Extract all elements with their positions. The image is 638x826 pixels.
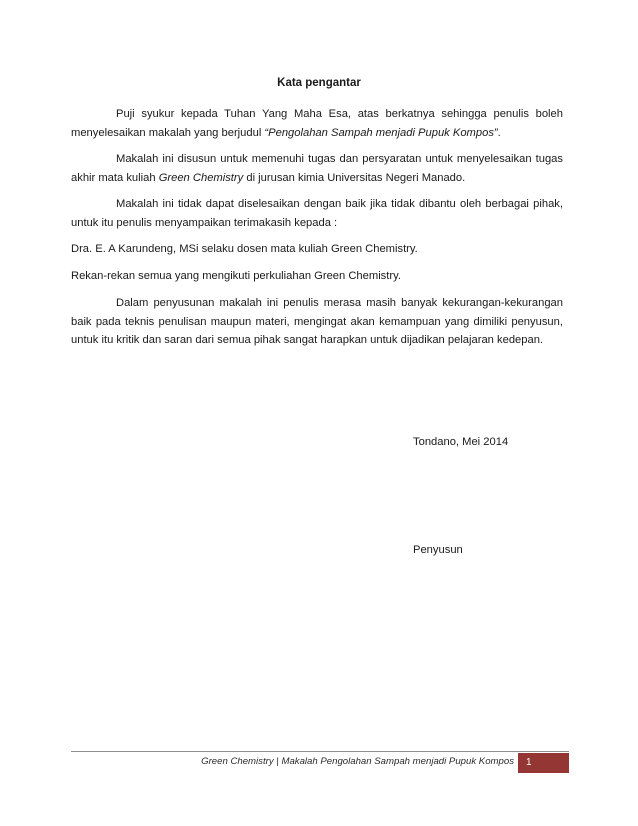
paragraph-4: Dra. E. A Karundeng, MSi selaku dosen mata kuliah Green Chemistry.	[71, 243, 418, 255]
paragraph-1	[71, 105, 563, 142]
paragraph-1-title-italic: “Pengolahan Sampah menjadi Pupuk Kompos”	[264, 126, 498, 139]
paragraph-2-end: di jurusan kimia Universitas Negeri Manado.	[243, 171, 466, 184]
footer-rule	[71, 751, 569, 752]
paragraph-1-text: Puji syukur kepada Tuhan Yang Maha Esa, atas berkatnya sehingga penulis boleh menyelesaikan makalah yang berjudul	[71, 108, 563, 139]
page-number: 1	[526, 757, 532, 768]
paragraph-2	[71, 150, 563, 187]
paragraph-3: Makalah ini tidak dapat diselesaikan dengan baik jika tidak dibantu oleh berbagai pihak, untuk itu penulis menyampaikan terimakasih kepada :	[71, 198, 563, 229]
paragraph-6: Dalam penyusunan makalah ini penulis merasa masih banyak kekurangan-kekurangan baik pada teknis penulisan maupun materi, mengingat akan kemampuan yang dimiliki penyusun, untuk itu kritik dan saran dari semua pihak sangat harapkan untuk dijadikan pelajaran kedepan.	[71, 297, 563, 346]
paragraph-1-end: .	[497, 126, 501, 139]
paragraph-2-course-italic: Green Chemistry	[158, 171, 244, 184]
page-title: Kata pengantar	[277, 77, 361, 89]
footer-text: Green Chemistry | Makalah Pengolahan Sampah menjadi Pupuk Kompos	[201, 756, 514, 767]
page-number-badge	[518, 753, 569, 773]
paragraph-5: Rekan-rekan semua yang mengikuti perkuliahan Green Chemistry.	[71, 270, 401, 282]
place-date: Tondano, Mei 2014	[413, 436, 509, 448]
signature: Penyusun	[413, 544, 463, 556]
paragraph-2-text: Makalah ini disusun untuk memenuhi tugas dan persyaratan untuk menyelesaikan tugas akhir mata kuliah	[71, 153, 563, 184]
